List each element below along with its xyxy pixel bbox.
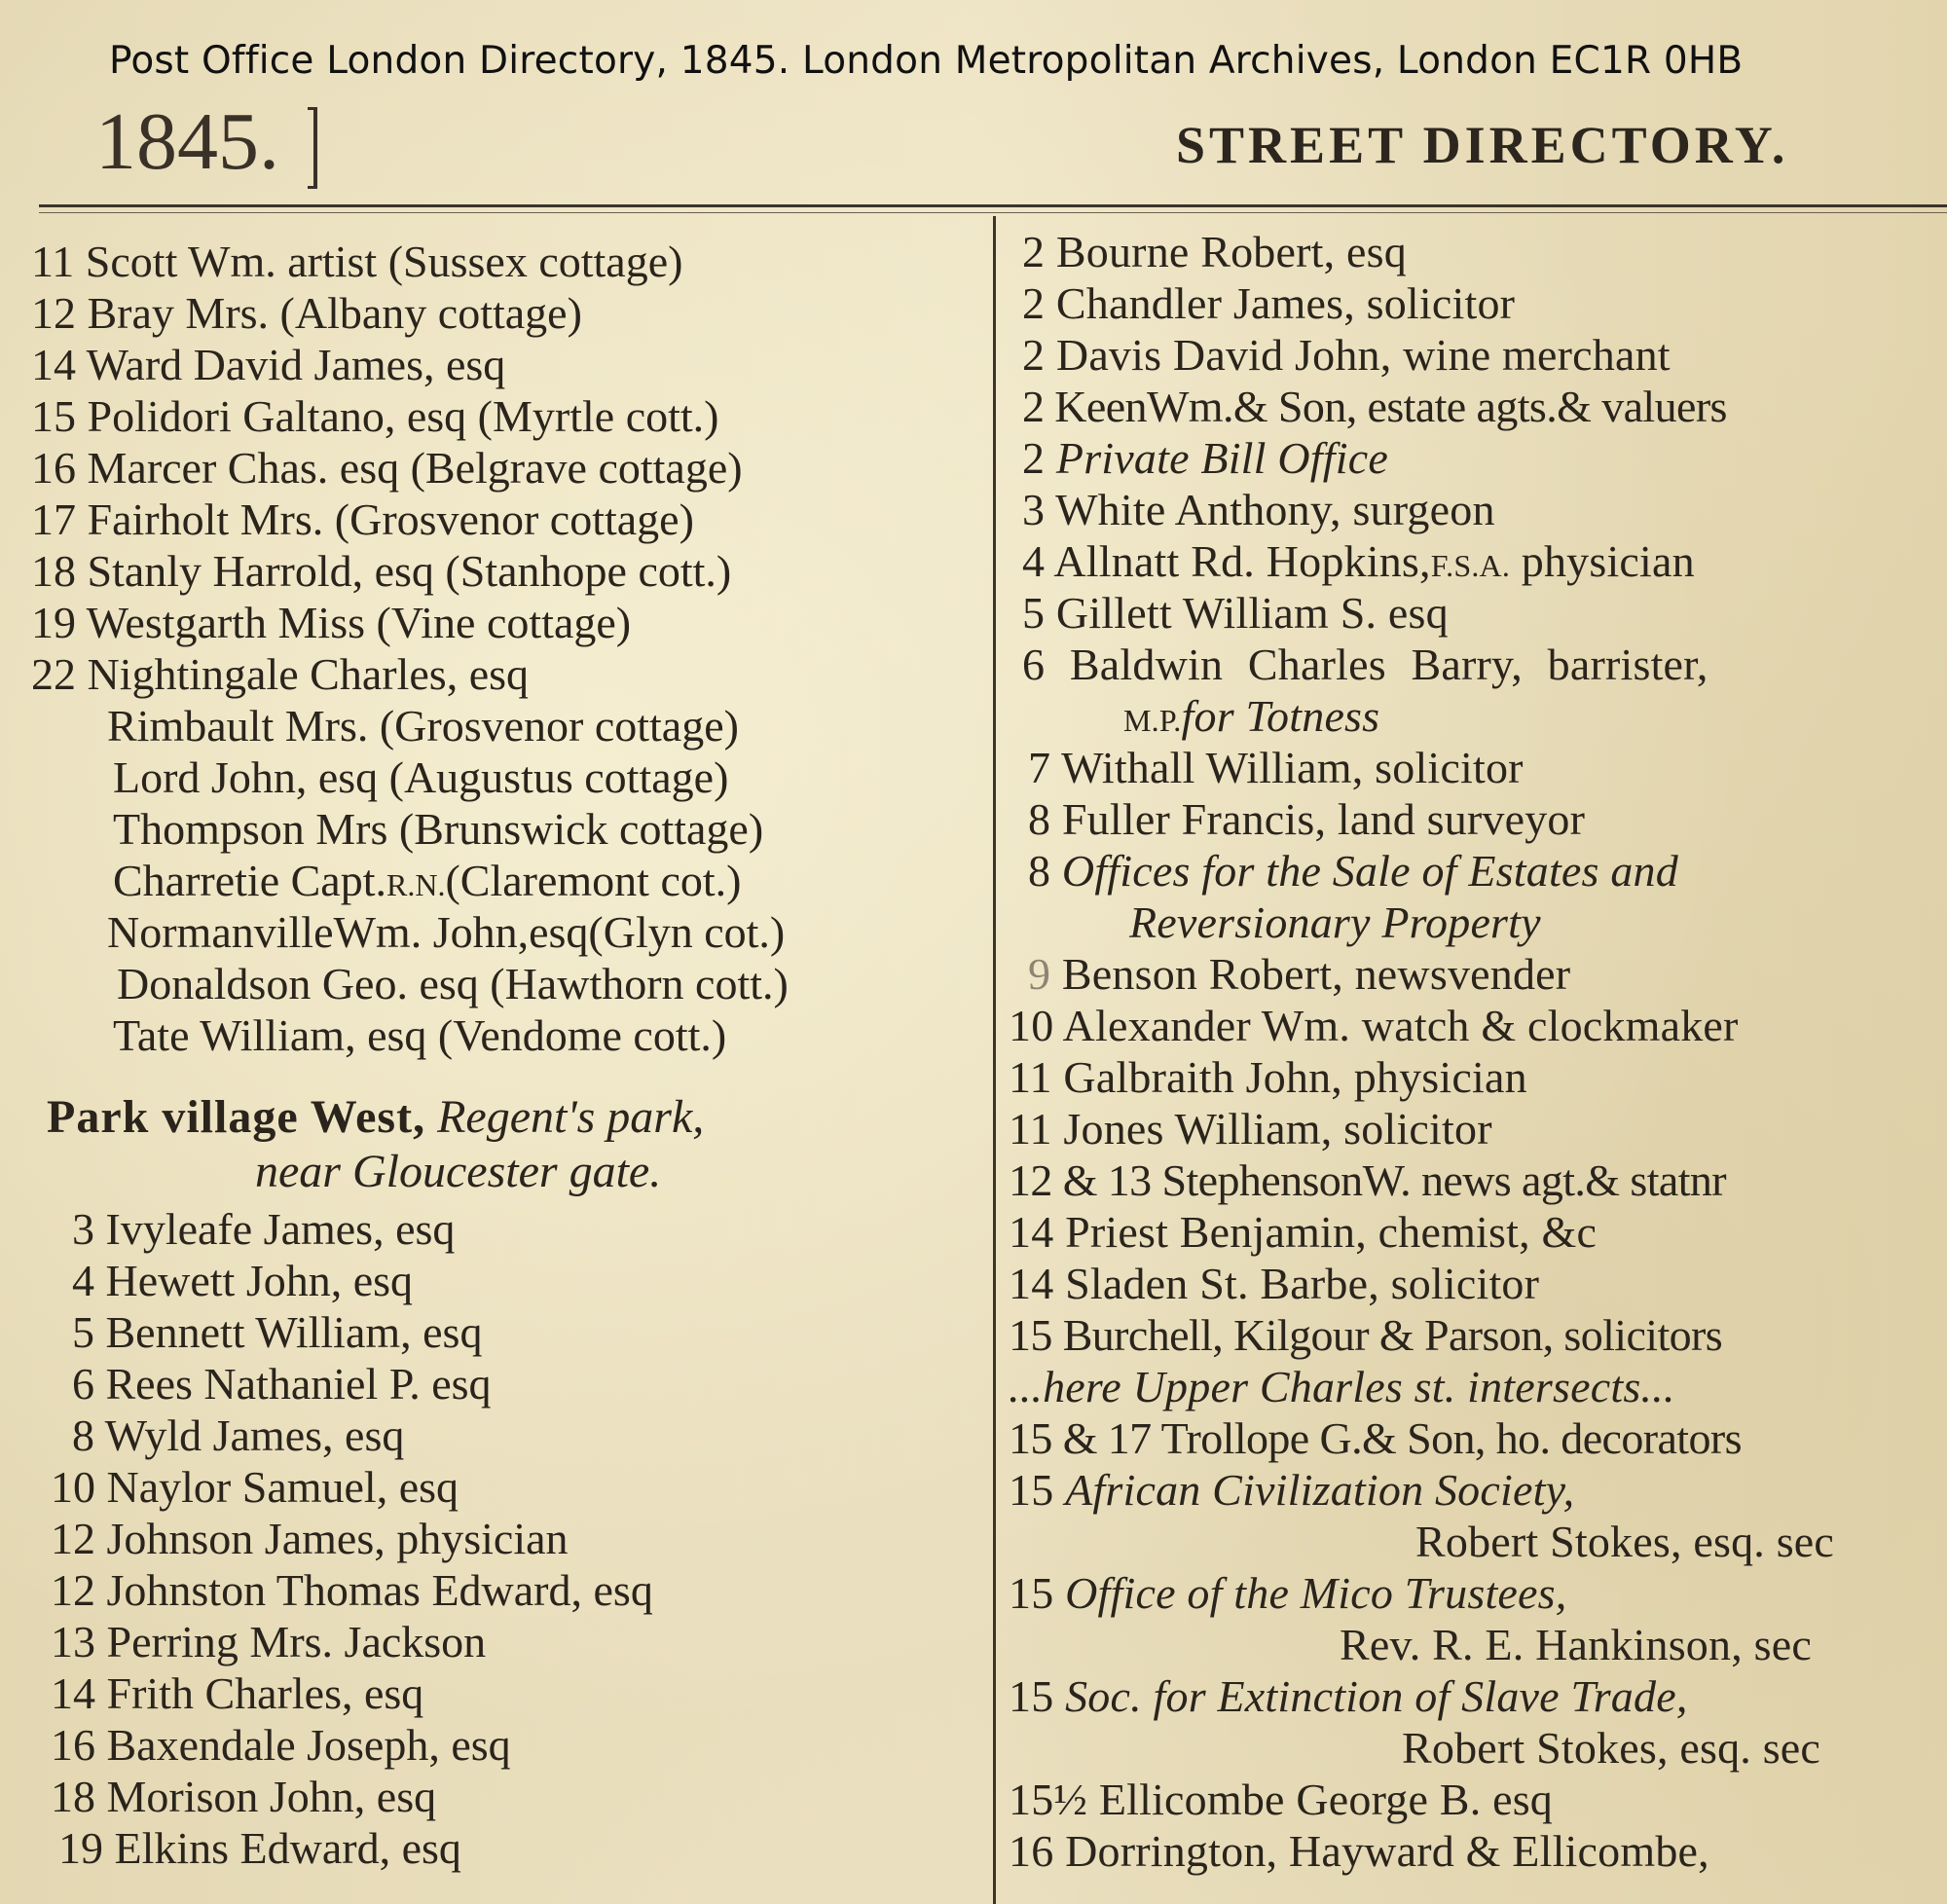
list-item: 12 Johnston Thomas Edward, esq	[51, 1565, 653, 1615]
intersection-note: ...here Upper Charles st. intersects...	[1009, 1362, 1675, 1411]
list-item: 6 Baldwin Charles Barry, barrister,	[1022, 640, 1708, 689]
list-item: Lord John, esq (Augustus cottage)	[113, 752, 729, 802]
entry-office: African Civilization Society,	[1065, 1465, 1575, 1515]
entry-office: Soc. for Extinction of Slave Trade,	[1065, 1671, 1688, 1721]
list-item: 16 Baxendale Joseph, esq	[51, 1720, 511, 1770]
entry-office: Office of the Mico Trustees,	[1065, 1568, 1567, 1618]
list-item	[1028, 846, 1678, 896]
list-item	[1009, 1568, 1567, 1618]
list-item-continuation: Robert Stokes, esq. sec	[1402, 1723, 1821, 1773]
entry-office: Offices for the Sale of Estates and	[1061, 846, 1678, 896]
list-item: 18 Morison John, esq	[51, 1772, 437, 1821]
column-divider	[993, 216, 996, 1904]
entry-name: 4 Allnatt Rd. Hopkins,	[1022, 536, 1431, 586]
entry-number: 15½	[1009, 1775, 1088, 1824]
list-item: 8 Fuller Francis, land surveyor	[1028, 794, 1586, 844]
list-item: 18 Stanly Harrold, esq (Stanhope cott.)	[31, 546, 732, 596]
honour-abbrev: F.S.A.	[1430, 548, 1511, 583]
list-item: 14 Frith Charles, esq	[51, 1668, 424, 1718]
list-item: 5 Bennett William, esq	[72, 1307, 483, 1357]
list-item-continuation: Reversionary Property	[1129, 897, 1541, 947]
list-item: 2 Davis David John, wine merchant	[1022, 330, 1671, 380]
list-item: 14 Sladen St. Barbe, solicitor	[1009, 1259, 1540, 1308]
list-item: 10 Naylor Samuel, esq	[51, 1462, 459, 1512]
entry-number: 15	[1009, 1568, 1054, 1618]
list-item: 2 KeenWm.& Son, estate agts.& valuers	[1022, 382, 1727, 431]
list-item: 15 & 17 Trollope G.& Son, ho. decorators	[1009, 1413, 1742, 1463]
entry-trade: physician	[1521, 536, 1695, 586]
list-item: 15 Burchell, Kilgour & Parson, solicitors	[1009, 1310, 1723, 1360]
entry-name: Ellicombe George B. esq	[1098, 1775, 1554, 1824]
street-location-line: near Gloucester gate.	[255, 1146, 662, 1197]
list-item: 7 Withall William, solicitor	[1028, 743, 1524, 792]
entry-number: 9	[1028, 949, 1051, 999]
rank-abbrev: R.N.	[386, 867, 446, 902]
entry-name: Benson Robert, newsvender	[1061, 949, 1571, 999]
street-name: Park village West,	[47, 1091, 426, 1143]
header-rule-thin	[39, 212, 1947, 213]
list-item: 2 Bourne Robert, esq	[1022, 227, 1407, 276]
entry-number: 15	[1009, 1671, 1054, 1721]
list-item: 16 Dorrington, Hayward & Ellicombe,	[1009, 1826, 1709, 1876]
entry-number: 15	[1009, 1465, 1054, 1515]
list-item: 3 Ivyleafe James, esq	[72, 1204, 456, 1254]
archive-credit: Post Office London Directory, 1845. London Metropolitan Archives, London EC1R 0HB	[109, 39, 1744, 83]
list-item: Donaldson Geo. esq (Hawthorn cott.)	[117, 959, 789, 1008]
list-item: NormanvilleWm. John,esq(Glyn cot.)	[107, 907, 786, 957]
list-item	[1028, 949, 1571, 999]
entry-residence: (Claremont cot.)	[445, 856, 742, 905]
list-item: 8 Wyld James, esq	[72, 1410, 405, 1460]
list-item-continuation: Rev. R. E. Hankinson, sec	[1340, 1620, 1812, 1669]
list-item: 17 Fairholt Mrs. (Grosvenor cottage)	[31, 494, 694, 544]
street-heading	[47, 1091, 705, 1143]
list-item	[1009, 1465, 1575, 1515]
list-item: 6 Rees Nathaniel P. esq	[72, 1359, 492, 1409]
list-item: 14 Priest Benjamin, chemist, &c	[1009, 1207, 1598, 1257]
year-bracket	[308, 107, 317, 189]
list-item: 12 & 13 StephensonW. news agt.& statnr	[1009, 1155, 1726, 1205]
list-item-continuation: Robert Stokes, esq. sec	[1415, 1517, 1835, 1566]
street-location: Regent's park,	[437, 1091, 705, 1143]
list-item: 12 Johnson James, physician	[51, 1514, 569, 1563]
entry-name: Charretie Capt.	[113, 856, 387, 905]
list-item: Rimbault Mrs. (Grosvenor cottage)	[107, 701, 739, 751]
list-item: 14 Ward David James, esq	[31, 340, 506, 389]
list-item: 19 Westgarth Miss (Vine cottage)	[31, 598, 632, 647]
list-item: 2 Chandler James, solicitor	[1022, 278, 1516, 328]
office-abbrev: M.P.	[1123, 703, 1182, 738]
page-year: 1845.	[95, 96, 279, 187]
list-item: 4 Hewett John, esq	[72, 1256, 414, 1305]
list-item	[1009, 1671, 1688, 1721]
list-item	[1009, 1777, 1553, 1822]
list-item: 5 Gillett William S. esq	[1022, 588, 1449, 638]
header-rule	[39, 204, 1947, 207]
list-item	[1022, 536, 1695, 586]
list-item: 3 White Anthony, surgeon	[1022, 485, 1495, 534]
list-item: 13 Perring Mrs. Jackson	[51, 1617, 487, 1666]
list-item: 11 Scott Wm. artist (Sussex cottage)	[31, 237, 683, 286]
list-item: Thompson Mrs (Brunswick cottage)	[113, 804, 764, 854]
entry-number: 2	[1022, 433, 1046, 483]
page-title: STREET DIRECTORY.	[1176, 116, 1789, 174]
list-item: 15 Polidori Galtano, esq (Myrtle cott.)	[31, 391, 719, 441]
list-item	[1022, 433, 1388, 483]
constituency: for Totness	[1181, 691, 1380, 741]
list-item: Tate William, esq (Vendome cott.)	[113, 1010, 727, 1060]
entry-number: 8	[1028, 846, 1051, 896]
list-item: 16 Marcer Chas. esq (Belgrave cottage)	[31, 443, 743, 493]
list-item: 19 Elkins Edward, esq	[58, 1823, 461, 1873]
list-item: 11 Jones William, solicitor	[1009, 1104, 1492, 1153]
entry-office: Private Bill Office	[1055, 433, 1388, 483]
list-item: 22 Nightingale Charles, esq	[31, 649, 530, 699]
list-item: 11 Galbraith John, physician	[1009, 1052, 1527, 1102]
list-item	[113, 856, 742, 905]
list-item: 12 Bray Mrs. (Albany cottage)	[31, 288, 582, 338]
list-item: 10 Alexander Wm. watch & clockmaker	[1009, 1001, 1739, 1050]
list-item-continuation	[1123, 691, 1380, 741]
